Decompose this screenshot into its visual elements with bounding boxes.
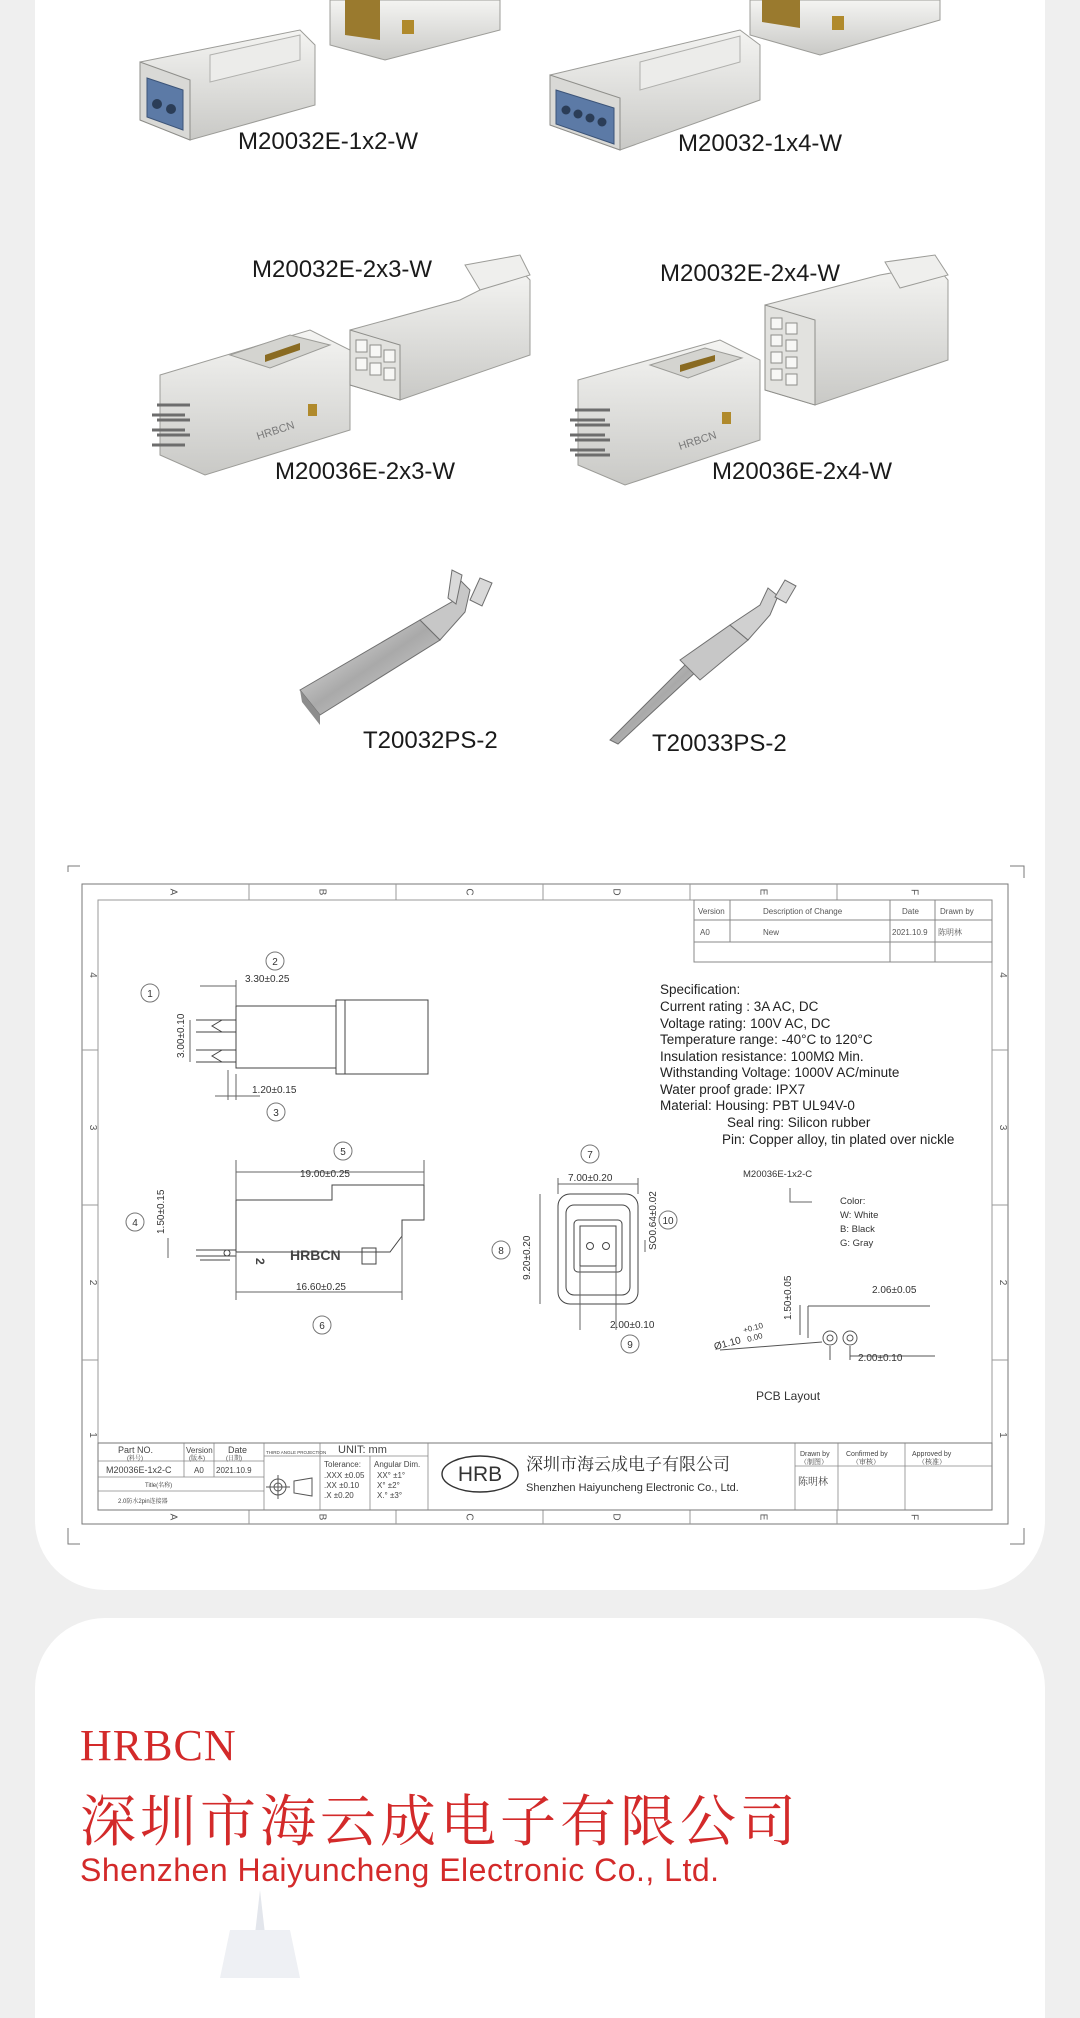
- svg-text:Confirmed by: Confirmed by: [846, 1451, 888, 1458]
- product-label-1x2: M20032E-1x2-W: [238, 128, 419, 155]
- svg-text:1.50±0.05: 1.50±0.05: [783, 1275, 794, 1320]
- svg-text:Water proof grade: IPX7: Water proof grade: IPX7: [660, 1082, 806, 1097]
- zone-letter: B: [316, 888, 328, 896]
- terminal-male-image: [610, 580, 796, 744]
- svg-text:7.00±0.20: 7.00±0.20: [568, 1173, 613, 1184]
- svg-text:W: White: W: White: [840, 1210, 879, 1221]
- svg-text:A0: A0: [194, 1466, 204, 1475]
- svg-text:Version: Version: [698, 907, 725, 916]
- svg-text:Material: Housing: PBT UL94V: Material: Housing: PBT UL94V-0: [660, 1098, 855, 1113]
- svg-text:Description of Change: Description of Change: [763, 907, 843, 916]
- svg-text:New: New: [763, 928, 780, 937]
- svg-text:16.60±0.25: 16.60±0.25: [296, 1282, 346, 1293]
- zone-letter: A: [167, 1513, 179, 1521]
- title-block: [98, 1443, 992, 1510]
- plug-1x2-image: [140, 30, 315, 140]
- svg-text:深圳市海云成电子有限公司: 深圳市海云成电子有限公司: [526, 1455, 730, 1474]
- zone-letter: C: [463, 888, 475, 896]
- svg-text:HRBCN: HRBCN: [290, 1247, 341, 1263]
- svg-text:Version: Version: [186, 1446, 213, 1455]
- zone-number: 4: [87, 972, 98, 978]
- svg-text:Withstanding Voltage: 1000V AC: Withstanding Voltage: 1000V AC/minute: [660, 1065, 900, 1080]
- svg-text:SO0.64±0.02: SO0.64±0.02: [648, 1191, 659, 1250]
- header-2x3-image: [152, 330, 350, 475]
- svg-text:(版本): (版本): [189, 1456, 205, 1462]
- receptacle-1x4-image: [750, 0, 940, 55]
- callout-number: 10: [662, 1216, 674, 1227]
- svg-text:Pin: Copper alloy, tin plated: Pin: Copper alloy, tin plated over nickle: [722, 1132, 955, 1147]
- svg-text:UNIT: mm: UNIT: mm: [338, 1444, 387, 1456]
- front-view: [540, 1178, 645, 1330]
- svg-text:Drawn by: Drawn by: [940, 907, 974, 916]
- svg-text:2: 2: [253, 1258, 267, 1265]
- svg-text:(日期): (日期): [226, 1456, 242, 1462]
- svg-text:2.06±0.05: 2.06±0.05: [872, 1285, 917, 1296]
- svg-text:3.00±0.10: 3.00±0.10: [176, 1013, 187, 1058]
- svg-text:PCB Layout: PCB Layout: [756, 1389, 821, 1403]
- callout-number: 4: [132, 1218, 138, 1229]
- zone-letter: B: [316, 1513, 328, 1521]
- receptacle-1x2-image: [330, 0, 500, 60]
- callout-number: 8: [498, 1246, 504, 1257]
- svg-text:.XX ±0.10: .XX ±0.10: [324, 1481, 360, 1490]
- svg-text:Specification:: Specification:: [660, 982, 741, 997]
- svg-text:2.0防水2pin连接器: 2.0防水2pin连接器: [118, 1499, 168, 1505]
- callout-number: 9: [627, 1340, 633, 1351]
- svg-text:9.20±0.20: 9.20±0.20: [522, 1235, 533, 1280]
- svg-text:XX° ±1°: XX° ±1°: [377, 1471, 406, 1480]
- svg-text:2021.10.9: 2021.10.9: [892, 928, 928, 937]
- technical-drawing: [0, 860, 1080, 1550]
- svg-text:X° ±2°: X° ±2°: [377, 1481, 400, 1490]
- callout-number: 5: [340, 1147, 346, 1158]
- company-name-en: Shenzhen Haiyuncheng Electronic Co., Ltd.: [80, 1852, 720, 1888]
- zone-number: 1: [997, 1432, 1008, 1438]
- svg-text:M20036E-1x2-C: M20036E-1x2-C: [106, 1465, 172, 1475]
- svg-text:Date: Date: [228, 1445, 248, 1455]
- svg-text:.X ±0.20: .X ±0.20: [324, 1491, 354, 1500]
- svg-text:A0: A0: [700, 928, 710, 937]
- svg-text:1.50±0.15: 1.50±0.15: [156, 1189, 167, 1234]
- svg-text:Temperature range: -40°C to 12: Temperature range: -40°C to 120°C: [660, 1032, 873, 1047]
- svg-text:0.00: 0.00: [746, 1331, 764, 1344]
- zone-letter: A: [167, 888, 179, 896]
- svg-text:M20036E-1x2-C: M20036E-1x2-C: [743, 1169, 813, 1180]
- zone-letter: D: [610, 888, 622, 896]
- product-label-2x4-header: M20036E-2x4-W: [712, 458, 893, 485]
- product-label-2x4-plug: M20032E-2x4-W: [660, 260, 841, 287]
- zone-letter: F: [908, 1513, 920, 1521]
- callout-number: 7: [587, 1150, 593, 1161]
- zone-number: 4: [997, 972, 1008, 978]
- svg-text:Current rating : 3A AC, DC: Current rating : 3A AC, DC: [660, 999, 819, 1014]
- svg-text:Approved by: Approved by: [912, 1451, 952, 1458]
- decorative-building-graphic: [200, 1890, 320, 1978]
- svg-text:（核准）: （核准）: [918, 1459, 946, 1466]
- svg-text:（审核）: （审核）: [852, 1459, 880, 1466]
- svg-text:3.30±0.25: 3.30±0.25: [245, 974, 290, 985]
- svg-text:+0.10: +0.10: [742, 1320, 765, 1335]
- revision-table: [694, 900, 992, 962]
- company-name-cn: 深圳市海云成电子有限公司: [80, 1790, 800, 1855]
- svg-text:HRBCN: HRBCN: [255, 419, 297, 443]
- zone-letter: E: [757, 888, 769, 896]
- zone-letter: D: [610, 1513, 622, 1521]
- svg-text:Ø1.10: Ø1.10: [712, 1335, 743, 1353]
- svg-text:Insulation resistance: 100MΩ M: Insulation resistance: 100MΩ Min.: [660, 1049, 864, 1064]
- terminal-female-image: [300, 570, 492, 725]
- product-label-2x3-header: M20036E-2x3-W: [275, 458, 456, 485]
- svg-text:Angular Dim.: Angular Dim.: [374, 1460, 421, 1469]
- svg-text:Tolerance:: Tolerance:: [324, 1460, 361, 1469]
- svg-text:Date: Date: [902, 907, 919, 916]
- svg-text:B: Black: B: Black: [840, 1224, 875, 1235]
- product-label-terminal-female: T20032PS-2: [363, 727, 498, 754]
- callout-number: 2: [272, 957, 278, 968]
- svg-text:HRBCN: HRBCN: [677, 429, 719, 453]
- zone-letter: F: [908, 888, 920, 896]
- svg-text:Shenzhen Haiyuncheng Electroni: Shenzhen Haiyuncheng Electronic Co., Ltd.: [526, 1482, 739, 1494]
- color-legend: [743, 1169, 878, 1249]
- svg-text:HRB: HRB: [457, 1463, 503, 1486]
- zone-letter: C: [463, 1513, 475, 1521]
- specification-block: [660, 982, 954, 1147]
- callout-number: 1: [147, 989, 153, 1000]
- brand-name: HRBCN: [80, 1721, 237, 1770]
- callout-number: 6: [319, 1321, 325, 1332]
- svg-text:2021.10.9: 2021.10.9: [216, 1466, 252, 1475]
- side-view: [168, 1160, 424, 1300]
- top-view: [190, 980, 428, 1100]
- zone-letter: E: [757, 1513, 769, 1521]
- zone-number: 1: [87, 1432, 98, 1438]
- svg-text:陈明林: 陈明林: [938, 928, 962, 937]
- zone-number: 3: [997, 1124, 1008, 1131]
- svg-text:陈明林: 陈明林: [798, 1477, 828, 1488]
- svg-text:.XXX ±0.05: .XXX ±0.05: [324, 1471, 365, 1480]
- svg-text:Part NO.: Part NO.: [118, 1445, 154, 1455]
- product-label-2x3-plug: M20032E-2x3-W: [252, 256, 433, 283]
- svg-text:（制图）: （制图）: [800, 1459, 828, 1466]
- svg-text:Title(名称): Title(名称): [145, 1483, 173, 1489]
- svg-text:2.00±0.10: 2.00±0.10: [858, 1353, 903, 1364]
- svg-text:Drawn by: Drawn by: [800, 1451, 830, 1458]
- product-label-terminal-male: T20033PS-2: [652, 730, 787, 757]
- zone-number: 2: [997, 1279, 1008, 1286]
- zone-number: 3: [87, 1124, 98, 1131]
- callout-number: 3: [273, 1108, 279, 1119]
- svg-text:2.00±0.10: 2.00±0.10: [610, 1320, 655, 1331]
- product-illustrations: [0, 0, 1080, 790]
- svg-text:X.° ±3°: X.° ±3°: [377, 1491, 403, 1500]
- svg-text:THIRD ANGLE PROJECTION: THIRD ANGLE PROJECTION: [266, 1450, 327, 1455]
- svg-text:Color:: Color:: [840, 1196, 866, 1207]
- product-label-1x4: M20032-1x4-W: [678, 130, 843, 157]
- svg-text:19.00±0.25: 19.00±0.25: [300, 1169, 350, 1180]
- svg-text:G: Gray: G: Gray: [840, 1238, 874, 1249]
- svg-text:Voltage rating: 100V AC, DC: Voltage rating: 100V AC, DC: [660, 1016, 831, 1031]
- zone-number: 2: [87, 1279, 98, 1286]
- svg-text:1.20±0.15: 1.20±0.15: [252, 1085, 297, 1096]
- svg-text:(料号): (料号): [127, 1456, 143, 1462]
- svg-text:Seal ring: Silicon rubber: Seal ring: Silicon rubber: [727, 1115, 871, 1130]
